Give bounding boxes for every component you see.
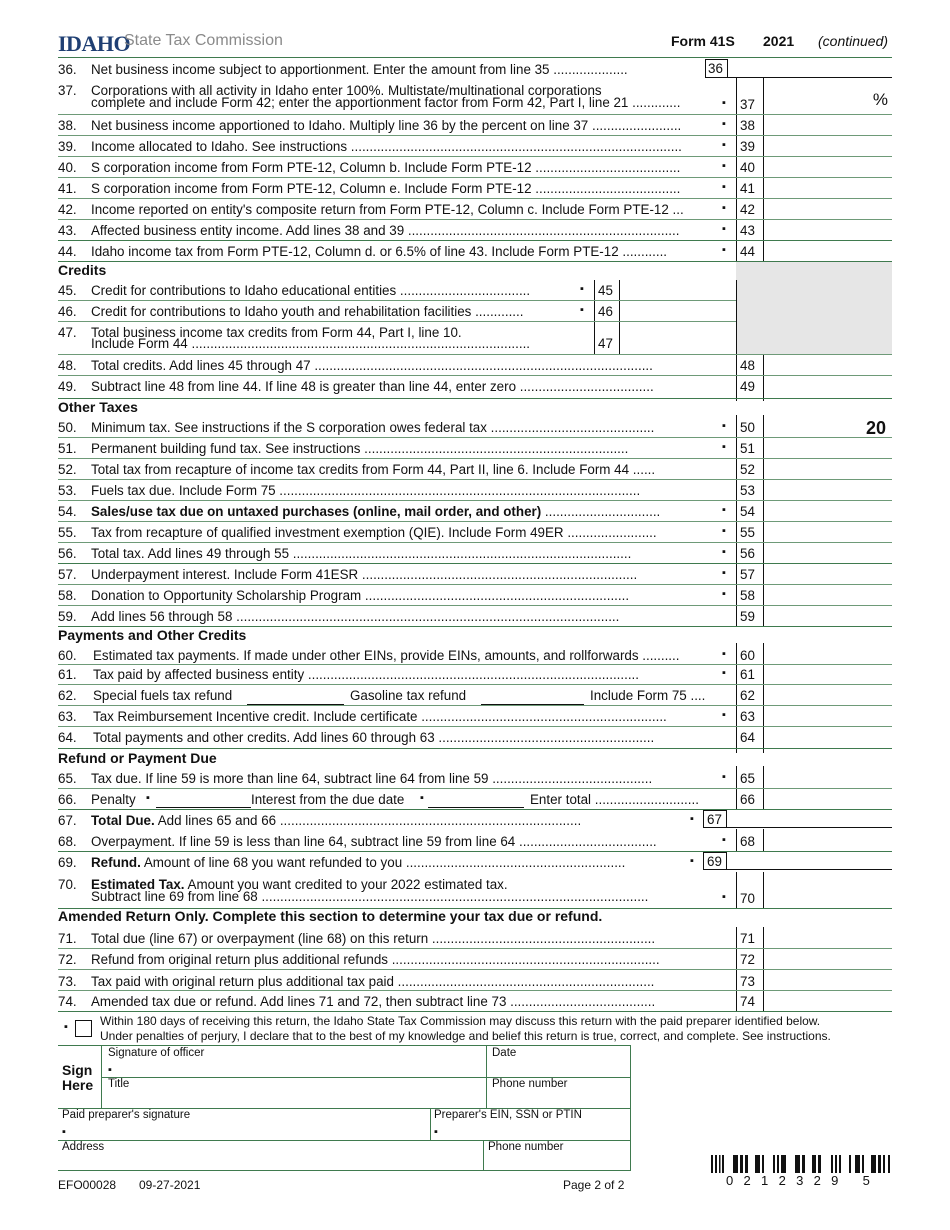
line-39-amount-field[interactable] (764, 136, 892, 157)
title-label: Title (108, 1078, 130, 1090)
barcode-number: 0212329 5 (726, 1173, 881, 1188)
form-year: 2021 (763, 33, 795, 49)
line-67: 67. Total Due. Add lines 65 and 66 ................................................................................. ▪ (58, 813, 694, 828)
line-65: 65. Tax due. If line 59 is more than line 64, subtract line 64 from line 59 ........................................... ▪ 65 (58, 768, 892, 789)
line-55-amount-field[interactable] (764, 522, 892, 543)
line-43-amount-field[interactable] (764, 220, 892, 241)
line-68: 68. Overpayment. If line 59 is less than line 64, subtract line 59 from line 64 ..................................... ▪ 68 (58, 831, 892, 852)
line-38-amount-field[interactable] (764, 115, 892, 136)
page-number: Page 2 of 2 (563, 1178, 625, 1192)
date-field[interactable] (490, 1060, 628, 1077)
line-36-amount-field[interactable] (728, 59, 892, 78)
line-53: 53. Fuels tax due. Include Form 75 ................................................................................................. 53 (58, 480, 892, 501)
line-61-amount-field[interactable] (764, 664, 892, 685)
line-58-amount-field[interactable] (764, 585, 892, 606)
line-69: 69. Refund. Amount of line 68 you want refunded to you ........................................................... ▪ (58, 855, 694, 870)
phone-field[interactable] (490, 1090, 628, 1107)
line-57-amount-field[interactable] (764, 564, 892, 585)
line-41-amount-field[interactable] (764, 178, 892, 199)
line-44: 44. Idaho income tax from Form PTE-12, Column d. or 6.5% of line 43. Include Form PTE-12 ............ ▪ 44 (58, 241, 892, 262)
line-71-amount-field[interactable] (764, 928, 892, 949)
continued-label: (continued) (818, 33, 889, 49)
line-57: 57. Underpayment interest. Include Form 41ESR .......................................................................... ▪ 57 (58, 564, 892, 585)
line-64: 64. Total payments and other credits. Add lines 60 through 63 .......................................................... 64 (58, 727, 892, 748)
line-72: 72. Refund from original return plus additional refunds ........................................................................ 72 (58, 949, 892, 970)
line-50: 50. Minimum tax. See instructions if the S corporation owes federal tax ............................................ ▪ 50 20 (58, 417, 892, 438)
line-71: 71. Total due (line 67) or overpayment (line 68) on this return ............................................................ 71 (58, 928, 892, 949)
barcode (711, 1155, 892, 1173)
line-56-amount-field[interactable] (764, 543, 892, 564)
line-51: 51. Permanent building fund tax. See instructions ....................................................................... ▪ 51 (58, 438, 892, 459)
line-40: 40. S corporation income from Form PTE-12, Column b. Include Form PTE-12 ....................................... ▪ 40 (58, 157, 892, 178)
line-59-amount-field[interactable] (764, 606, 892, 627)
form-header (58, 28, 892, 56)
line-68-amount-field[interactable] (764, 831, 892, 852)
line-60: 60. Estimated tax payments. If made under other EINs, provide EINs, amounts, and rollforwards .......... ▪ 60 (58, 645, 892, 666)
line-63-amount-field[interactable] (764, 706, 892, 727)
line-41: 41. S corporation income from Form PTE-12, Column e. Include Form PTE-12 ....................................... ▪ 41 (58, 178, 892, 199)
line-69-amount-field[interactable] (727, 852, 892, 870)
line-50-amount-field[interactable] (764, 417, 892, 438)
line-62-amount-field[interactable] (764, 685, 892, 706)
title-field[interactable] (108, 1090, 484, 1107)
line-49: 49. Subtract line 48 from line 44. If line 48 is greater than line 44, enter zero .................................... 49 (58, 376, 892, 397)
line-67-amount-field[interactable] (727, 810, 892, 828)
preparer-signature-label: Paid preparer's signature (62, 1109, 191, 1121)
line-52-amount-field[interactable] (764, 459, 892, 480)
form-name: Form 41S (671, 33, 735, 49)
line-70-amount-field[interactable] (764, 874, 892, 908)
officer-signature-field[interactable] (115, 1060, 485, 1077)
line-42-amount-field[interactable] (764, 199, 892, 220)
payments-section-title: Payments and Other Credits (58, 627, 247, 643)
discuss-text: Within 180 days of receiving this return, the Idaho State Tax Commission may discuss this return with the paid preparer identified below. (100, 1014, 821, 1028)
line-36-box: 36 (705, 59, 728, 78)
perjury-text: Under penalties of perjury, I declare that to the best of my knowledge and belief this return is true, correct, and complete. See instructions. (100, 1029, 831, 1043)
line-50-value: 20 (865, 418, 886, 438)
line-36: 36. Net business income subject to apportionment. Enter the amount from line 35 .................... (58, 62, 628, 77)
line-52: 52. Total tax from recapture of income tax credits from Form 44, Part II, line 6. Include Form 44 ...... 52 (58, 459, 892, 480)
line-70: 70. Estimated Tax. Amount you want credited to your 2022 estimated tax. Subtract line 69 from line 68 ........................................................................................................ ▪ 70 (58, 874, 892, 908)
line-63: 63. Tax Reimbursement Incentive credit. Include certificate .................................................................. ▪ 63 (58, 706, 892, 727)
line-53-amount-field[interactable] (764, 480, 892, 501)
line-47: 47. Total business income tax credits from Form 44, Part I, line 10. Include Form 44 ........................................................................................... 47 (58, 322, 892, 354)
line-40-amount-field[interactable] (764, 157, 892, 178)
line-73-amount-field[interactable] (764, 971, 892, 992)
line-74: 74. Amended tax due or refund. Add lines 71 and 72, then subtract line 73 ....................................... 74 (58, 991, 892, 1012)
line-45: 45. Credit for contributions to Idaho educational entities ................................... ▪ 45 (58, 280, 892, 301)
interest-field[interactable] (428, 807, 524, 808)
line-69-box: 69 (703, 852, 727, 870)
line-37-amount-field[interactable]: % (872, 90, 888, 109)
line-59: 59. Add lines 56 through 58 ....................................................................................................... 59 (58, 606, 892, 627)
line-66-amount-field[interactable] (764, 789, 892, 810)
line-55: 55. Tax from recapture of qualified investment exemption (QIE). Include Form 49ER ........................ ▪ 55 (58, 522, 892, 543)
form-revision-date: 09-27-2021 (139, 1178, 201, 1192)
address-label: Address (62, 1141, 105, 1153)
line-54: 54. Sales/use tax due on untaxed purchases (online, mail order, and other) ............................... ▪ 54 (58, 501, 892, 522)
line-66: 66. Penalty ▪ Interest from the due date ▪ Enter total ............................ 66 (58, 789, 892, 810)
line-37: 37. Corporations with all activity in Idaho enter 100%. Multistate/multinational corporations complete and include Form 42; enter the apportionment factor from Form 42, Part I, line 21 ............. ▪ 37 % (58, 80, 892, 114)
line-51-amount-field[interactable] (764, 438, 892, 459)
line-58: 58. Donation to Opportunity Scholarship Program ....................................................................... ▪ 58 (58, 585, 892, 606)
officer-signature-label: Signature of officer (108, 1047, 205, 1059)
date-label: Date (492, 1047, 517, 1059)
penalty-field[interactable] (156, 807, 251, 808)
amended-section-title: Amended Return Only. Complete this section to determine your tax due or refund. (58, 908, 603, 924)
line-42: 42. Income reported on entity's composite return from Form PTE-12, Column c. Include Form PTE-12 ... ▪ 42 (58, 199, 892, 220)
preparer-signature-field[interactable] (70, 1122, 426, 1139)
refund-section-title: Refund or Payment Due (58, 750, 217, 766)
line-48-amount-field[interactable] (764, 355, 892, 376)
line-60-amount-field[interactable] (764, 645, 892, 666)
line-64-amount-field[interactable] (764, 727, 892, 748)
credits-section-title: Credits (58, 262, 107, 278)
phone-label: Phone number (492, 1078, 568, 1090)
address-field[interactable] (62, 1153, 480, 1170)
preparer-id-field[interactable] (442, 1122, 628, 1139)
line-65-amount-field[interactable] (764, 768, 892, 789)
sign-here-label: Sign Here (62, 1062, 94, 1093)
line-72-amount-field[interactable] (764, 949, 892, 970)
line-38: 38. Net business income apportioned to Idaho. Multiply line 36 by the percent on line 37 ........................ ▪ 38 (58, 115, 892, 136)
line-62: 62. Special fuels tax refund Gasoline tax refund Include Form 75 .... 62 (58, 685, 892, 706)
preparer-phone-label: Phone number (488, 1141, 564, 1153)
line-48: 48. Total credits. Add lines 45 through 47 ........................................................................................... 48 (58, 355, 892, 376)
other-taxes-section-title: Other Taxes (58, 399, 138, 415)
line-44-amount-field[interactable] (764, 241, 892, 262)
line-67-box: 67 (703, 810, 727, 828)
line-74-amount-field[interactable] (764, 991, 892, 1012)
line-47-amount-field[interactable] (620, 322, 736, 354)
line-54-amount-field[interactable] (764, 501, 892, 522)
line-49-amount-field[interactable] (764, 376, 892, 397)
line-43: 43. Affected business entity income. Add lines 38 and 39 ......................................................................... ▪ 43 (58, 220, 892, 241)
preparer-phone-field[interactable] (488, 1153, 628, 1170)
line-73: 73. Tax paid with original return plus additional tax paid ..................................................................... 73 (58, 971, 892, 992)
line-39: 39. Income allocated to Idaho. See instructions ......................................................................................... ▪ 39 (58, 136, 892, 157)
idaho-logo: IDAHO (58, 31, 131, 56)
line-56: 56. Total tax. Add lines 49 through 55 ........................................................................................... ▪ 56 (58, 543, 892, 564)
agency-name: State Tax Commission (124, 32, 283, 49)
discuss-with-preparer-checkbox[interactable] (75, 1020, 92, 1037)
line-61: 61. Tax paid by affected business entity ......................................................................................... ▪ 61 (58, 664, 892, 685)
line-46: 46. Credit for contributions to Idaho youth and rehabilitation facilities ............. ▪ 46 (58, 301, 892, 322)
line-45-amount-field[interactable] (620, 280, 736, 301)
form-code: EFO00028 (58, 1178, 117, 1192)
line-46-amount-field[interactable] (620, 301, 736, 322)
preparer-id-label: Preparer's EIN, SSN or PTIN (434, 1109, 582, 1121)
